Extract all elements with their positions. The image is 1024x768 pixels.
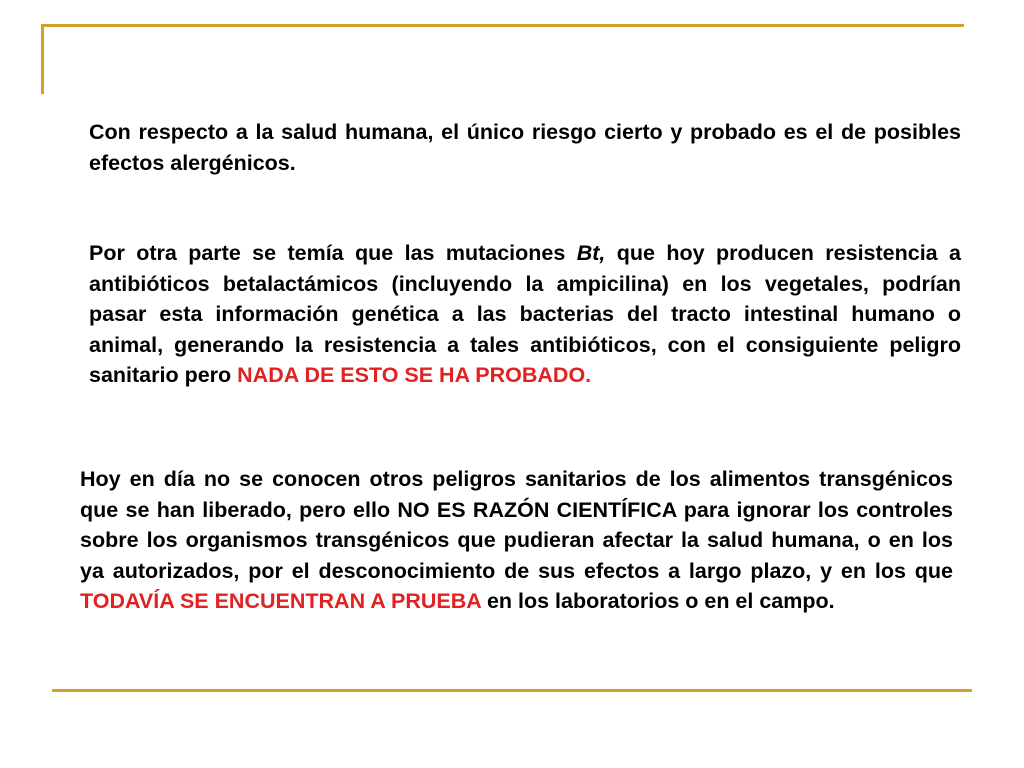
paragraph-bt-italic-term: Bt, — [576, 241, 606, 265]
bottom-border-line — [52, 689, 972, 692]
top-border-line — [42, 24, 964, 27]
paragraph-health-risk — [89, 117, 961, 178]
paragraph-health-risk-text: Con respecto a la salud humana, el único riesgo cierto y probado es el de posibles efectos alergénicos. — [89, 120, 961, 175]
paragraph-sanitary-text-start: Hoy en día no se conocen otros peligros sanitarios de los alimentos transgénicos que se han liberado, pero ello NO ES RAZÓN CIENTÍFICA para ignorar los controles sobre los organismos transgénicos que pudieran afectar la salud humana, o en los ya autorizados, por el desconocimiento de sus efectos a largo plazo, y en los que — [80, 467, 953, 583]
paragraph-sanitary-highlight: TODAVÍA SE ENCUENTRAN A PRUEBA — [80, 589, 481, 613]
paragraph-sanitary-text-end: en los laboratorios o en el campo. — [480, 589, 835, 613]
paragraph-bt-text-start: Por otra parte se temía que las mutaciones — [89, 241, 577, 265]
paragraph-sanitary-dangers — [80, 464, 953, 617]
paragraph-bt-highlight: NADA DE ESTO SE HA PROBADO. — [237, 363, 592, 387]
left-border-line — [41, 24, 44, 94]
paragraph-bt-mutations — [89, 238, 961, 391]
paragraph-bt-text-middle: que hoy producen resistencia a antibióticos betalactámicos (incluyendo la ampicilina) en los vegetales, podrían pasar esta información genética a las bacterias del tracto intestinal humano o animal, generando la resistencia a tales antibióticos, con el consiguiente peligro sanitario pero — [89, 241, 961, 387]
